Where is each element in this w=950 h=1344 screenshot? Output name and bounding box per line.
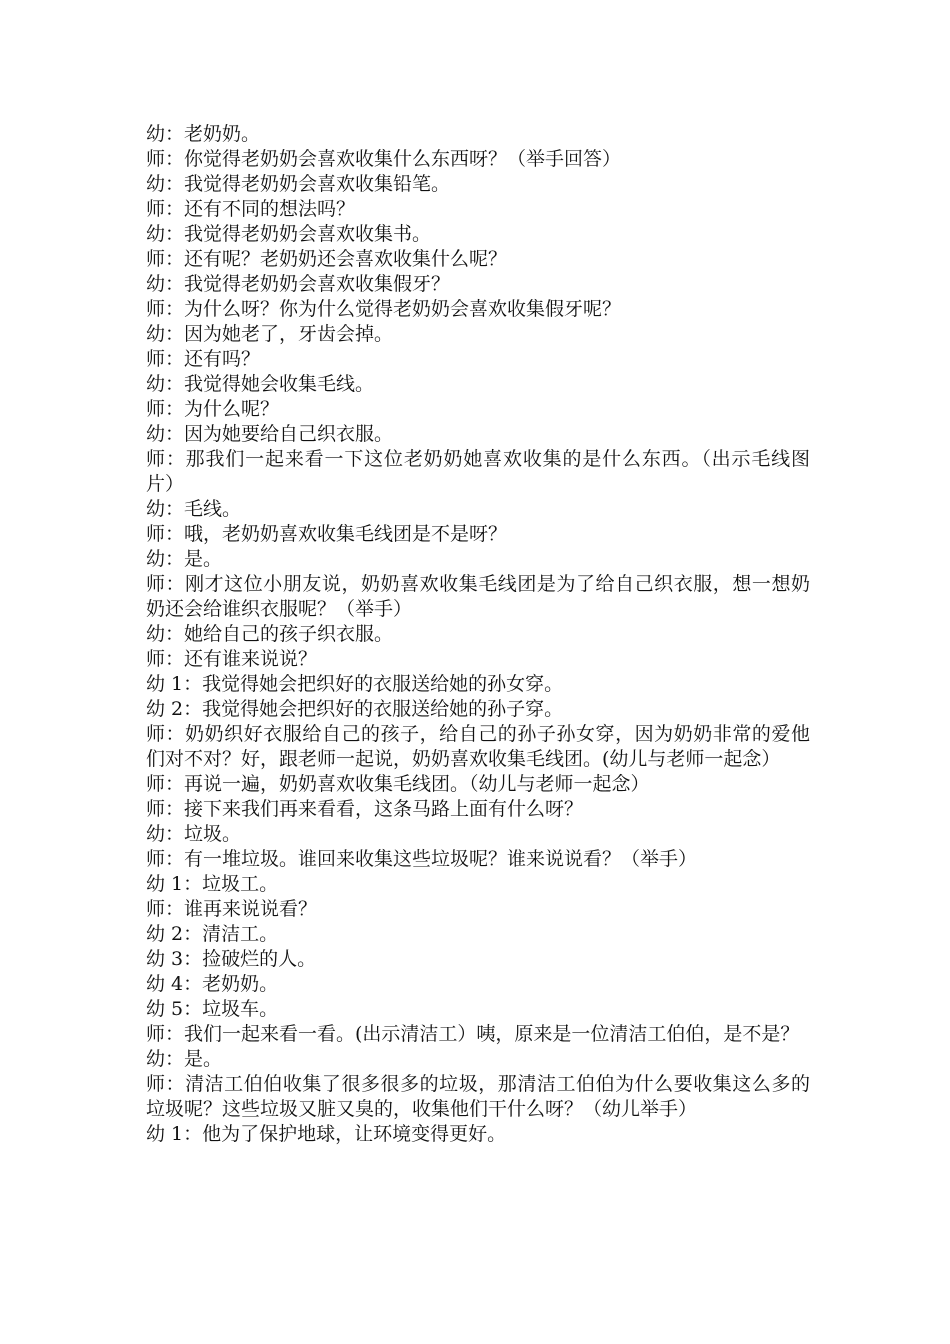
dialogue-line: 师：还有吗？	[146, 348, 261, 370]
dialogue-line: 师：你觉得老奶奶会喜欢收集什么东西呀？（举手回答）	[146, 148, 622, 170]
dialogue-line: 师：有一堆垃圾。谁回来收集这些垃圾呢？谁来说说看？（举手）	[146, 848, 698, 870]
dialogue-line: 师：为什么呀？你为什么觉得老奶奶会喜欢收集假牙呢？	[146, 298, 622, 320]
dialogue-line: 师：清洁工伯伯收集了很多很多的垃圾，那清洁工伯伯为什么要收集这么多的垃圾呢？这些垃圾又脏又臭的，收集他们干什么呀？（幼儿举手）	[146, 1073, 810, 1120]
dialogue-line: 幼：我觉得老奶奶会喜欢收集假牙？	[146, 273, 451, 295]
dialogue-line: 幼：是。	[146, 1048, 223, 1070]
dialogue-line: 幼 4：老奶奶。	[146, 973, 279, 995]
dialogue-line: 幼 2：清洁工。	[146, 923, 279, 945]
dialogue-line: 师：接下来我们再来看看，这条马路上面有什么呀？	[146, 798, 584, 820]
dialogue-line: 幼：垃圾。	[146, 823, 242, 845]
dialogue-line: 幼：是。	[146, 548, 223, 570]
dialogue-line: 师：为什么呢？	[146, 398, 280, 420]
dialogue-line: 幼 1：他为了保护地球，让环境变得更好。	[146, 1123, 507, 1145]
dialogue-line: 幼：我觉得老奶奶会喜欢收集铅笔。	[146, 173, 451, 195]
dialogue-line: 幼：我觉得老奶奶会喜欢收集书。	[146, 223, 432, 245]
dialogue-line: 幼：老奶奶。	[146, 123, 261, 145]
dialogue-transcript	[146, 122, 810, 1147]
dialogue-line: 师：谁再来说说看？	[146, 898, 318, 920]
dialogue-line: 师：那我们一起来看一下这位老奶奶她喜欢收集的是什么东西。（出示毛线图片）	[146, 448, 810, 495]
dialogue-line: 幼：毛线。	[146, 498, 242, 520]
dialogue-line: 幼 2：我觉得她会把织好的衣服送给她的孙子穿。	[146, 698, 564, 720]
dialogue-line: 幼：因为她老了，牙齿会掉。	[146, 323, 394, 345]
dialogue-line: 幼 1：垃圾工。	[146, 873, 279, 895]
dialogue-line: 幼 3：捡破烂的人。	[146, 948, 317, 970]
dialogue-line: 师：还有呢？老奶奶还会喜欢收集什么呢？	[146, 248, 508, 270]
dialogue-line: 师：奶奶织好衣服给自己的孩子，给自己的孙子孙女穿，因为奶奶非常的爱他们对不对？好，跟老师一起说，奶奶喜欢收集毛线团。(幼儿与老师一起念）	[146, 723, 810, 770]
dialogue-line: 幼：她给自己的孩子织衣服。	[146, 623, 394, 645]
dialogue-line: 幼：我觉得她会收集毛线。	[146, 373, 375, 395]
dialogue-line: 师：还有谁来说说？	[146, 648, 318, 670]
dialogue-line: 师：刚才这位小朋友说，奶奶喜欢收集毛线团是为了给自己织衣服，想一想奶奶还会给谁织衣服呢？（举手）	[146, 573, 810, 620]
dialogue-line: 师：哦，老奶奶喜欢收集毛线团是不是呀？	[146, 523, 508, 545]
dialogue-line: 师：还有不同的想法吗？	[146, 198, 356, 220]
dialogue-line: 幼 1：我觉得她会把织好的衣服送给她的孙女穿。	[146, 673, 564, 695]
dialogue-line: 幼 5：垃圾车。	[146, 998, 279, 1020]
dialogue-line: 师：我们一起来看一看。(出示清洁工）咦，原来是一位清洁工伯伯，是不是？	[146, 1023, 800, 1045]
dialogue-line: 幼：因为她要给自己织衣服。	[146, 423, 394, 445]
dialogue-line: 师：再说一遍，奶奶喜欢收集毛线团。（幼儿与老师一起念）	[146, 773, 650, 795]
